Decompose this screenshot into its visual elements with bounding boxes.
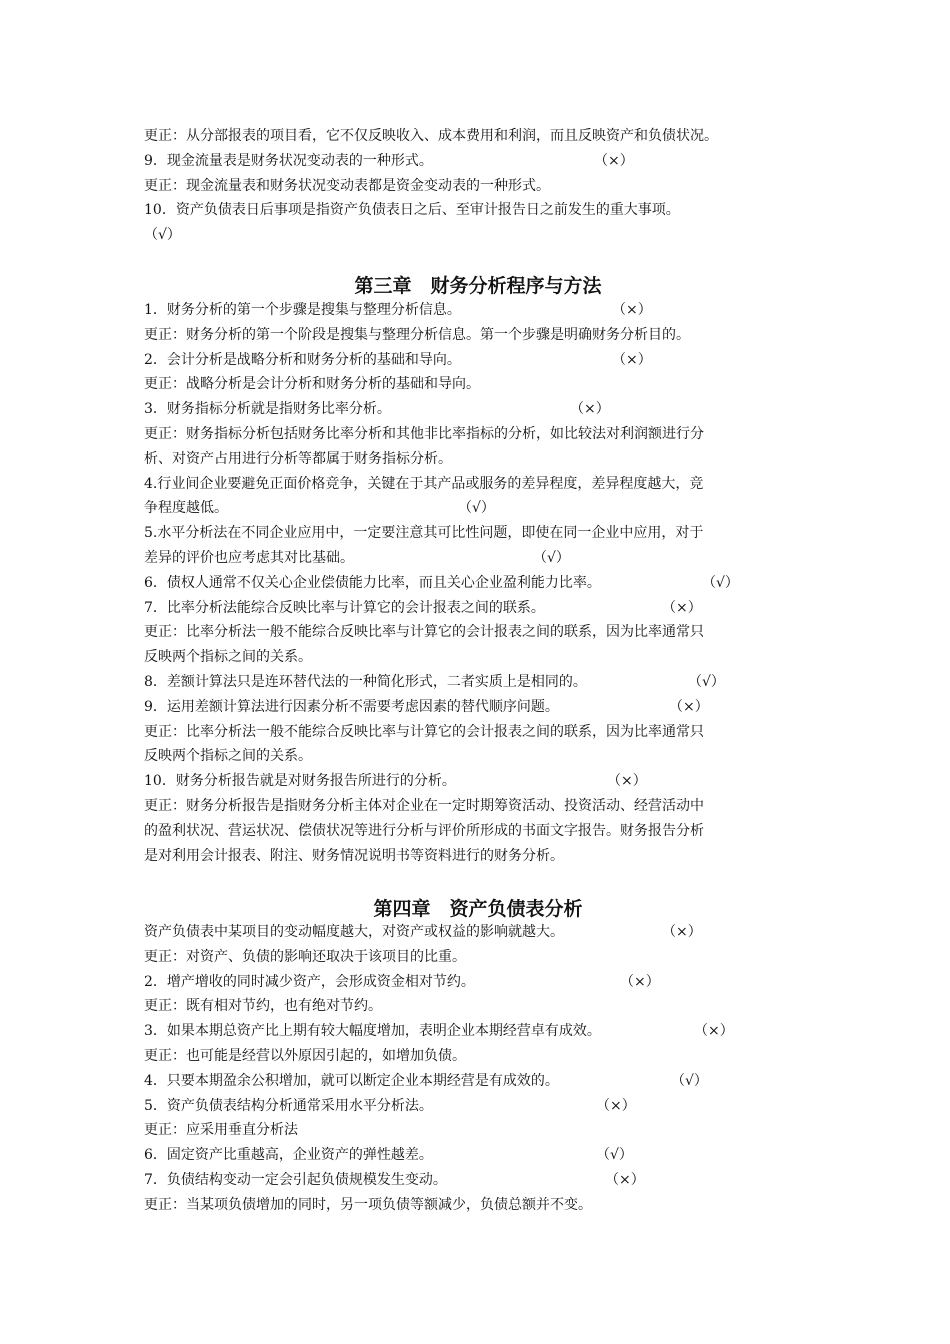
line-text: 更正：对资产、负债的影响还取决于该项目的比重。: [144, 948, 466, 965]
text-line: [144, 722, 812, 742]
answer-mark: （×）: [594, 152, 634, 169]
text-line: [144, 498, 812, 518]
text-line: [144, 1170, 812, 1190]
text-line: [144, 746, 812, 766]
line-text: 更正：从分部报表的项目看，它不仅反映收入、成本费用和利润，而且反映资产和负债状况。: [144, 128, 718, 144]
line-text: 8．差额计算法只是连环替代法的一种简化形式，二者实质上是相同的。: [144, 674, 587, 690]
line-text: 析、对资产占用进行分析等都属于财务指标分析。: [144, 450, 452, 467]
text-line: [144, 1145, 812, 1165]
line-text: 反映两个指标之间的关系。: [144, 649, 312, 666]
text-line: [144, 325, 812, 345]
line-text: 差异的评价也应考虑其对比基础。: [144, 550, 354, 566]
line-text: 更正：比率分析法一般不能综合反映比率与计算它的会计报表之间的联系，因为比率通常只: [144, 624, 704, 641]
text-line: [144, 1071, 812, 1091]
text-line: [144, 672, 812, 692]
line-text: 2．增产增收的同时减少资产，会形成资金相对节约。: [144, 973, 475, 990]
answer-mark: （×）: [570, 401, 610, 418]
text-line: [144, 350, 812, 370]
line-text: 更正：现金流量表和财务状况变动表都是资金变动表的一种形式。: [144, 177, 550, 194]
text-line: [144, 573, 812, 593]
text-line: [144, 922, 812, 942]
text-line: [144, 1021, 812, 1041]
line-text: 更正：当某项负债增加的同时，另一项负债等额减少，负债总额并不变。: [144, 1196, 592, 1213]
line-text: 5．资产负债表结构分析通常采用水平分析法。: [144, 1097, 433, 1114]
text-line: [144, 449, 812, 469]
text-line: [144, 697, 812, 717]
line-text: 更正：财务分析报告是指财务分析主体对企业在一定时期筹资活动、投资活动、经营活动中: [144, 798, 704, 814]
text-line: [144, 622, 812, 642]
line-text: 更正：比率分析法一般不能综合反映比率与计算它的会计报表之间的联系，因为比率通常只: [144, 723, 704, 740]
text-line: [144, 947, 812, 967]
text-line: [144, 126, 812, 146]
answer-mark: （×）: [694, 1023, 734, 1040]
answer-mark: （×）: [612, 302, 652, 318]
answer-mark: （√）: [688, 674, 725, 690]
line-text: 更正：既有相对节约，也有绝对节约。: [144, 998, 382, 1015]
line-text: 资产负债表中某项目的变动幅度越大，对资产或权益的影响就越大。: [144, 924, 564, 940]
text-line: [144, 424, 812, 444]
answer-mark: （×）: [596, 1097, 636, 1114]
line-text: 3．如果本期总资产比上期有较大幅度增加，表明企业本期经营卓有成效。: [144, 1023, 601, 1040]
line-text: 2．会计分析是战略分析和财务分析的基础和导向。: [144, 351, 461, 368]
line-text: 1．财务分析的第一个步骤是搜集与整理分析信息。: [144, 302, 461, 318]
line-text: 9．运用差额计算法进行因素分析不需要考虑因素的替代顺序问题。: [144, 698, 559, 715]
line-text: 7．比率分析法能综合反映比率与计算它的会计报表之间的联系。: [144, 599, 545, 616]
text-line: [144, 996, 812, 1016]
text-line: [144, 176, 812, 196]
text-line: [144, 1195, 812, 1215]
answer-mark: （√）: [458, 500, 495, 517]
answer-mark: （×）: [662, 599, 702, 616]
answer-mark: （×）: [612, 351, 652, 368]
line-text: 的盈利状况、营运状况、偿债状况等进行分析与评价所形成的书面文字报告。财务报告分析: [144, 822, 704, 839]
chapter-3-heading: 第三章 财务分析程序与方法: [354, 275, 602, 297]
answer-mark: （×）: [607, 773, 647, 790]
line-text: 反映两个指标之间的关系。: [144, 748, 312, 765]
text-line: [144, 474, 812, 494]
line-text: 3．财务指标分析就是指财务比率分析。: [144, 401, 391, 418]
answer-mark: （√）: [702, 574, 739, 591]
line-text: 7．负债结构变动一定会引起负债规模发生变动。: [144, 1172, 447, 1188]
answer-mark: （×）: [662, 924, 702, 940]
text-line: [144, 151, 812, 171]
answer-mark: （√）: [533, 550, 570, 566]
text-line: [144, 972, 812, 992]
answer-mark: （×）: [669, 698, 709, 715]
line-text: 10．资产负债表日后事项是指资产负债表日之后、至审计报告日之前发生的重大事项。: [144, 202, 680, 219]
answer-mark: （×）: [605, 1172, 645, 1188]
line-text: 更正：战略分析是会计分析和财务分析的基础和导向。: [144, 376, 480, 393]
text-line: [144, 846, 812, 866]
text-line: [144, 1046, 812, 1066]
text-line: [144, 598, 812, 618]
line-text: 更正：应采用垂直分析法: [144, 1122, 298, 1139]
text-line: [144, 200, 812, 220]
chapter-4-heading: 第四章 资产负债表分析: [373, 898, 583, 920]
line-text: 6．固定资产比重越高，企业资产的弹性越差。: [144, 1147, 433, 1164]
line-text: 更正：财务分析的第一个阶段是搜集与整理分析信息。第一个步骤是明确财务分析目的。: [144, 326, 690, 343]
text-line: [144, 548, 812, 568]
answer-mark: （√）: [596, 1147, 633, 1164]
text-line: [144, 1120, 812, 1140]
text-line: [144, 1096, 812, 1116]
line-text: 4．只要本期盈余公积增加，就可以断定企业本期经营是有成效的。: [144, 1072, 559, 1089]
text-line: [144, 523, 812, 543]
line-text: 是对利用会计报表、附注、财务情况说明书等资料进行的财务分析。: [144, 847, 564, 864]
text-line: [144, 225, 812, 245]
text-line: [144, 399, 812, 419]
text-line: [144, 821, 812, 841]
text-line: [144, 300, 812, 320]
line-text: 9．现金流量表是财务状况变动表的一种形式。: [144, 152, 433, 169]
text-line: [144, 771, 812, 791]
line-text: 4.行业间企业要避免正面价格竞争，关键在于其产品或服务的差异程度，差异程度越大，竞: [144, 475, 704, 492]
text-line: [144, 796, 812, 816]
line-text: 更正：也可能是经营以外原因引起的，如增加负债。: [144, 1048, 466, 1064]
answer-mark: （×）: [620, 973, 660, 990]
answer-mark: （√）: [671, 1072, 708, 1089]
line-text: 争程度越低。: [144, 500, 228, 517]
text-line: [144, 374, 812, 394]
line-text: （√）: [144, 227, 181, 244]
text-line: [144, 647, 812, 667]
line-text: 6．债权人通常不仅关心企业偿债能力比率，而且关心企业盈利能力比率。: [144, 574, 601, 591]
line-text: 10．财务分析报告就是对财务报告所进行的分析。: [144, 773, 456, 790]
line-text: 更正：财务指标分析包括财务比率分析和其他非比率指标的分析，如比较法对利润额进行分: [144, 426, 704, 442]
line-text: 5.水平分析法在不同企业应用中，一定要注意其可比性问题，即使在同一企业中应用，对于: [144, 525, 704, 542]
